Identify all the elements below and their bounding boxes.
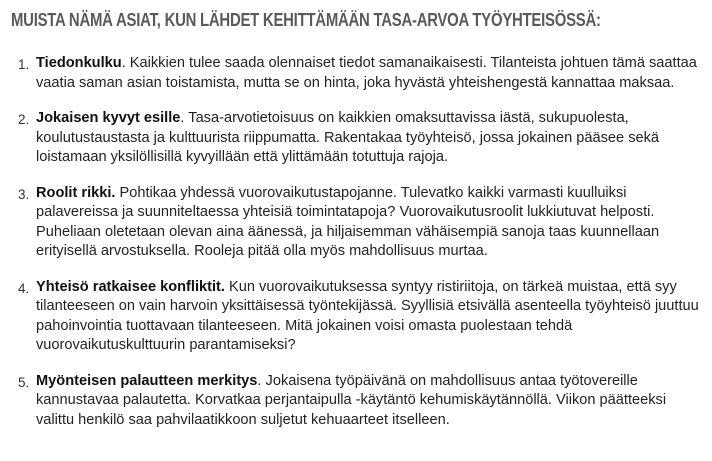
list-item-lead: Myönteisen palautteen merkitys xyxy=(36,372,258,389)
tips-list xyxy=(0,54,712,446)
list-item-body: Pohtikaa yhdessä vuorovaikutustapojanne. Tulevatko kaikki varmasti kuulluiksi palavereissa ja suunniteltaessa yhteisiä toimintatapoja? Vuorovaikutusroolit lukkiutuvat helposti. Puheliaan oletetaan olevan aina äänessä, ja hiljaisemman vähäisempiä sanoja taas kuunnellaan erityisellä arvostuksella. Rooleja pitää olla myös mahdollisuus murtaa. xyxy=(36,184,660,259)
list-item-jokaisen-kyvyt xyxy=(0,109,712,168)
list-item-number: 2. xyxy=(18,112,30,127)
list-item-lead: Yhteisö ratkaisee konfliktit. xyxy=(36,278,225,295)
list-item-lead: Tiedonkulku xyxy=(36,55,122,71)
list-item-number: 5. xyxy=(18,374,30,390)
list-item-number: 1. xyxy=(18,57,30,72)
list-item-body: . Kaikkien tulee saada olennaiset tiedot samanaikaisesti. Tilanteista johtuen tämä saattaa vaatia saman asian toistamista, mutta se on hinta, joka hyvästä yhteishengestä kannattaa maksaa. xyxy=(36,55,697,91)
list-item-myonteinen-palaute xyxy=(0,372,712,431)
list-item-yhteiso-konfliktit xyxy=(0,278,712,356)
list-item-roolit-rikki xyxy=(0,184,712,262)
list-item-tiedonkulku xyxy=(0,54,712,93)
list-item-number: 3. xyxy=(18,186,30,202)
list-item-number: 4. xyxy=(18,280,30,296)
list-item-body: Kun vuorovaikutuksessa syntyy ristiriitoja, on tärkeä muistaa, että syy tilanteeseen on vain harvoin yksittäisessä työntekijässä. Syyllisiä etsivällä asenteella työyhteisö juuttuu pahoinvointia tuottavaan tilanteeseen. Mitä jokainen voisi omasta puolestaan tehdä vuorovaikutuskulttuurin parantamiseksi? xyxy=(36,278,699,353)
list-item-body: . Tasa-arvotietoisuus on kaikkien omaksuttavissa iästä, sukupuolesta, koulutustaustasta ja kulttuurista riippumatta. Rakentakaa työyhteisö, jossa jokainen pääsee sekä loistamaan yksilöllisillä kyvyillään että ylittämään totuttuja rajoja. xyxy=(36,110,660,165)
page-heading: MUISTA NÄMÄ ASIAT, KUN LÄHDET KEHITTÄMÄÄN TASA-ARVOA TYÖYHTEISÖSSÄ: xyxy=(11,10,601,30)
list-item-lead: Roolit rikki. xyxy=(36,184,116,201)
list-item-lead: Jokaisen kyvyt esille xyxy=(36,110,181,126)
list-item-body: . Jokaisena työpäivänä on mahdollisuus antaa työtovereille kannustavaa palautetta. Korvatkaa perjantaipulla -käytäntö kehumiskäytännöllä. Viikon päätteeksi valittu henkilö saa pahvilaatikkoon suljetut kehuaarteet itselleen. xyxy=(36,372,667,428)
